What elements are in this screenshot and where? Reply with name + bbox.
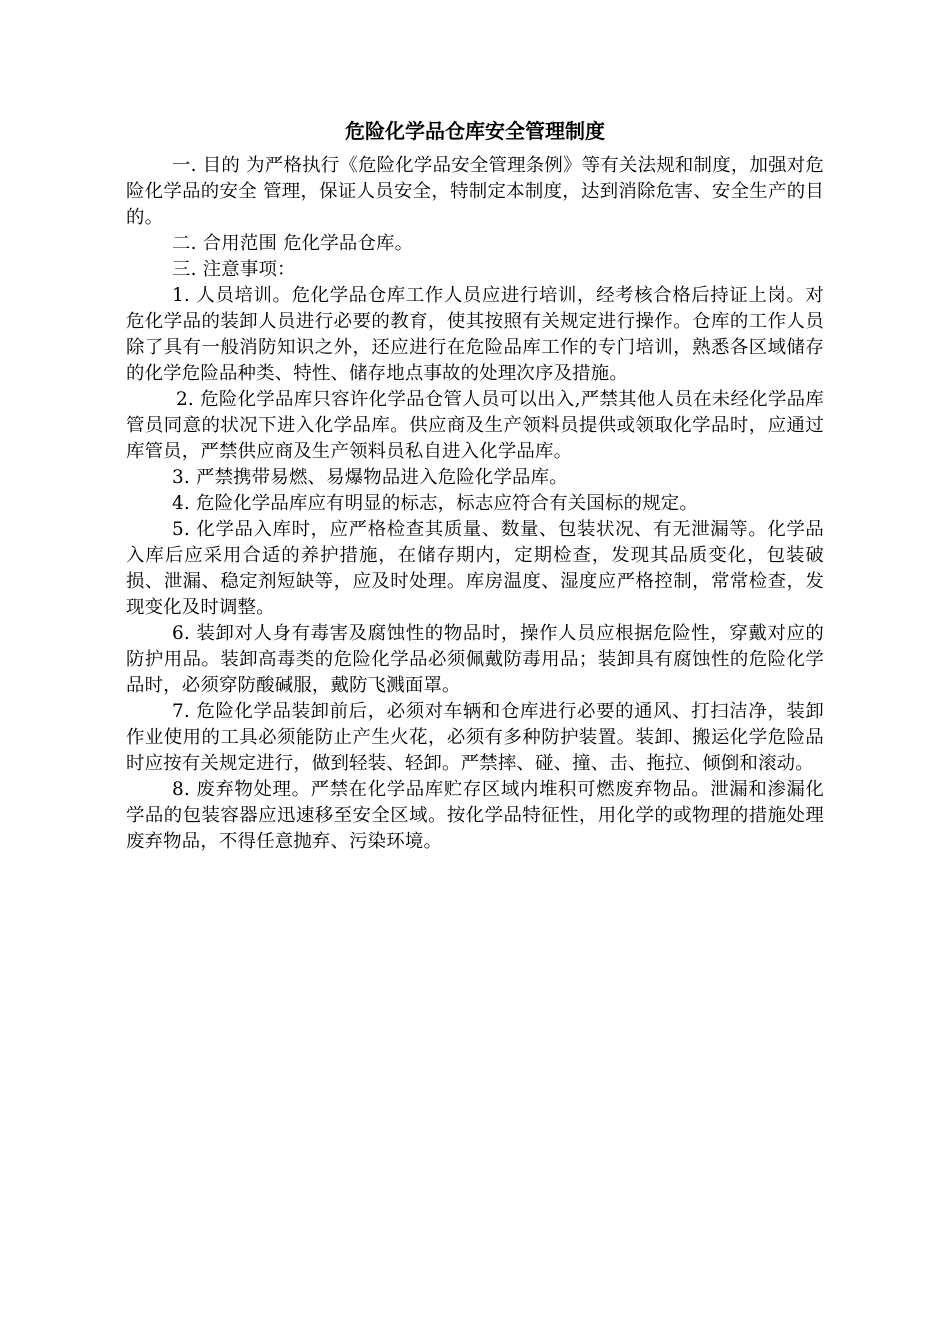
paragraph-item-2: 2. 危险化学品库只容许化学品仓管人员可以出入,严禁其他人员在未经化学品库管员同意的状况下进入化学品库。供应商及生产领料员提供或领取化学品时，应通过库管员，严禁供应商及生产领料员私自进入化学品库。	[126, 389, 824, 462]
paragraph-item-4: 4. 危险化学品库应有明显的标志，标志应符合有关国标的规定。	[172, 493, 698, 514]
paragraph-item-7: 7. 危险化学品装卸前后，必须对车辆和仓库进行必要的通风、打扫洁净，装卸作业使用的工具必须能防止产生火花，必须有多种防护装置。装卸、搬运化学危险品时应按有关规定进行，做到轻装、轻卸。严禁摔、碰、撞、击、拖拉、倾倒和滚动。	[126, 701, 824, 774]
paragraph-scope: 二. 合用范围 危化学品仓库。	[172, 233, 414, 254]
document-title: 危险化学品仓库安全管理制度	[345, 119, 605, 143]
document-body	[126, 153, 824, 855]
paragraph-notes-heading: 三. 注意事项：	[172, 259, 296, 280]
paragraph-purpose: 一. 目的 为严格执行《危险化学品安全管理条例》等有关法规和制度，加强对危险化学品的安全 管理，保证人员安全，特制定本制度，达到消除危害、安全生产的目的。	[126, 155, 824, 228]
paragraph-item-1: 1. 人员培训。危化学品仓库工作人员应进行培训，经考核合格后持证上岗。对危化学品的装卸人员进行必要的教育，使其按照有关规定进行操作。仓库的工作人员除了具有一般消防知识之外，还应进行在危险品库工作的专门培训，熟悉各区域储存的化学危险品种类、特性、储存地点事故的处理次序及措施。	[126, 285, 824, 384]
paragraph-item-3: 3. 严禁携带易燃、易爆物品进入危险化学品库。	[172, 467, 568, 488]
paragraph-item-6: 6. 装卸对人身有毒害及腐蚀性的物品时，操作人员应根据危险性，穿戴对应的防护用品。装卸高毒类的危险化学品必须佩戴防毒用品；装卸具有腐蚀性的危险化学品时，必须穿防酸碱服，戴防飞溅面罩。	[126, 623, 824, 696]
paragraph-item-5: 5. 化学品入库时，应严格检查其质量、数量、包装状况、有无泄漏等。化学品入库后应采用合适的养护措施，在储存期内，定期检查，发现其品质变化，包装破损、泄漏、稳定剂短缺等，应及时处理。库房温度、湿度应严格控制，常常检查，发现变化及时调整。	[126, 519, 824, 618]
paragraph-item-8: 8. 废弃物处理。严禁在化学品库贮存区域内堆积可燃废弃物品。泄漏和渗漏化学品的包装容器应迅速移至安全区域。按化学品特征性，用化学的或物理的措施处理废弃物品，不得任意抛弃、污染环境。	[126, 779, 824, 852]
